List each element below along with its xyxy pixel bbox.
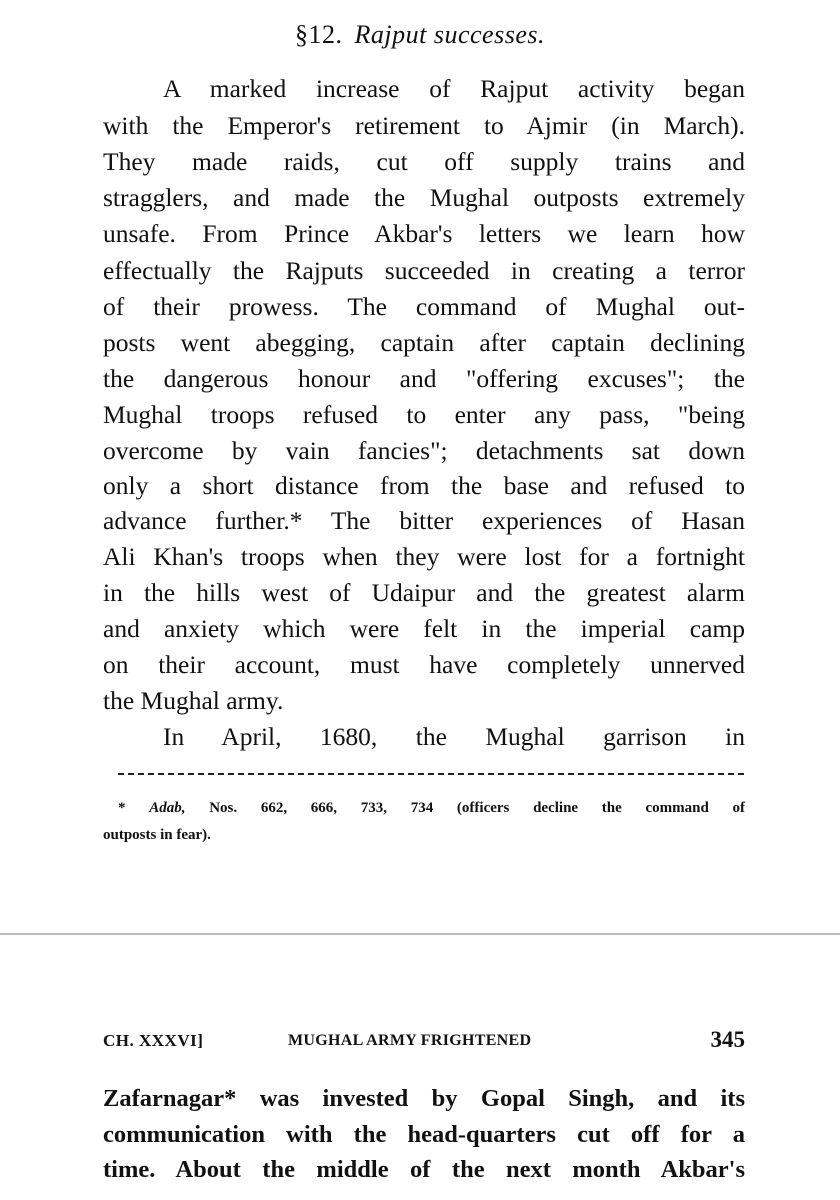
body-line: overcome by vain fancies"; detachments sat down (103, 436, 745, 465)
body-line: posts went abegging, captain after captain declining (103, 328, 745, 357)
body-line: the dangerous honour and "offering excuses"; the (103, 364, 745, 393)
footnote-line: outposts in fear). (103, 827, 211, 843)
page-number: 345 (710, 1027, 745, 1052)
body-line: In April, 1680, the Mughal garrison in (163, 722, 745, 751)
footnote-source: Adab, (149, 800, 186, 816)
body-line: Mughal troops refused to enter any pass, "being (103, 400, 745, 429)
section-number: §12. (295, 20, 343, 49)
body-line: the Mughal army. (103, 686, 284, 715)
body-line: effectually the Rajputs succeeded in creating a terror (103, 256, 745, 285)
body-line: and anxiety which were felt in the imperial camp (103, 614, 745, 643)
footnote-rule (118, 773, 744, 775)
body-line: time. About the middle of the next month Akbar's (103, 1156, 745, 1183)
running-head-chapter: CH. XXXVI] (103, 1031, 204, 1050)
body-line: Zafarnagar* was invested by Gopal Singh, and its (103, 1085, 745, 1112)
body-line: advance further.* The bitter experiences of Hasan (103, 506, 745, 535)
body-line: A marked increase of Rajput activity began (163, 74, 745, 103)
body-line: communication with the head-quarters cut off for a (103, 1121, 745, 1148)
footnote-line (118, 795, 745, 821)
footnote-text: Nos. 662, 666, 733, 734 (officers decline the command of (209, 800, 746, 816)
section-title: Rajput successes. (354, 20, 545, 49)
body-line: Ali Khan's troops when they were lost for a fortnight (103, 542, 745, 571)
body-line: only a short distance from the base and refused to (103, 471, 745, 500)
body-line: stragglers, and made the Mughal outposts extremely (103, 183, 745, 212)
page-divider (0, 933, 840, 935)
running-head-title: MUGHAL ARMY FRIGHTENED (288, 1032, 532, 1049)
body-line: unsafe. From Prince Akbar's letters we learn how (103, 219, 745, 248)
footnote-marker: * (118, 800, 126, 816)
section-heading (0, 20, 840, 50)
running-head (103, 1027, 745, 1057)
body-line: of their prowess. The command of Mughal out- (103, 292, 745, 321)
body-line: in the hills west of Udaipur and the greatest alarm (103, 578, 745, 607)
body-line: on their account, must have completely unnerved (103, 650, 745, 679)
body-line: They made raids, cut off supply trains and (103, 147, 745, 176)
body-line: with the Emperor's retirement to Ajmir (in March). (103, 111, 745, 140)
